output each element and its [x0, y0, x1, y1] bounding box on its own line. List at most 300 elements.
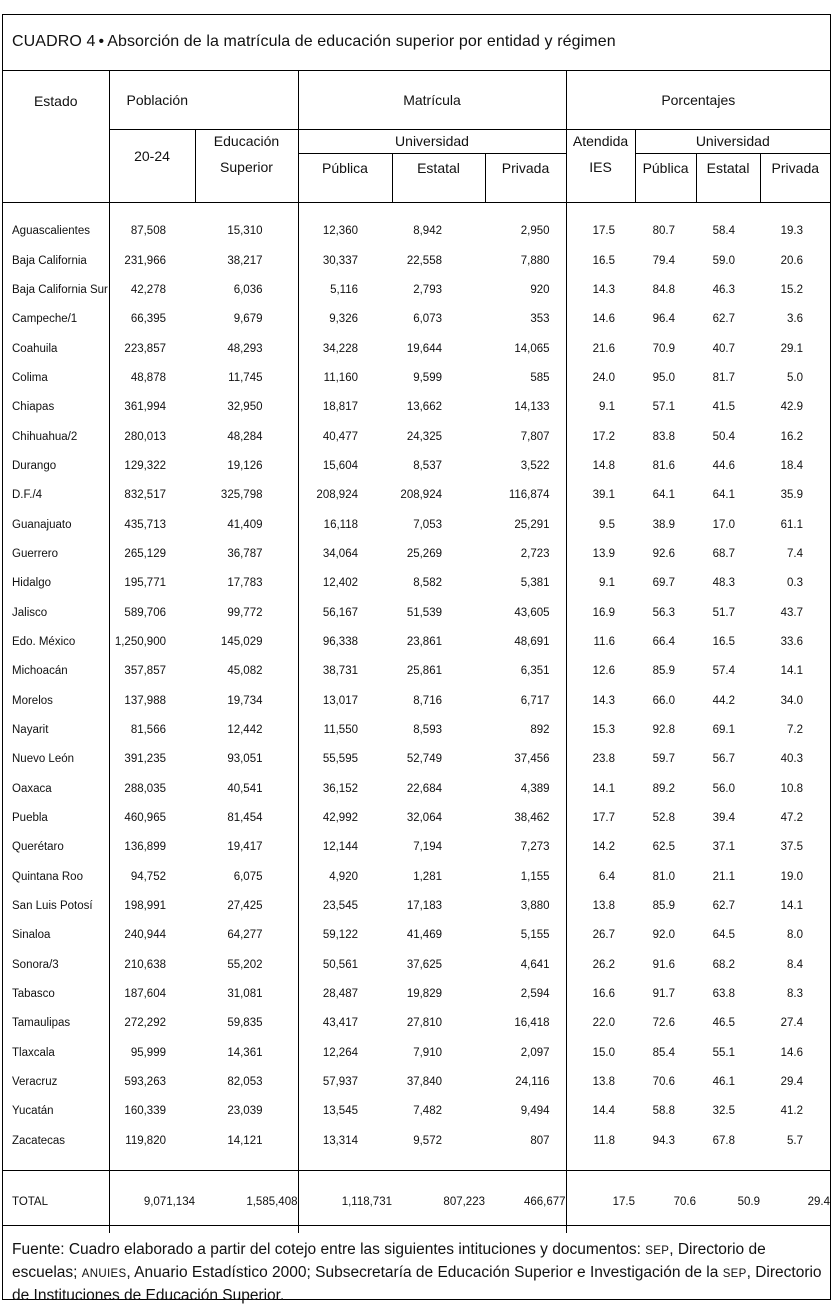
header-ies: IES	[566, 153, 635, 202]
table-row	[3, 598, 830, 627]
header-universidad-matricula: Universidad	[298, 129, 566, 153]
cell-educacion-superior: 48,293	[227, 342, 263, 355]
spacer-row	[3, 202, 830, 217]
cell-educacion-superior: 9,679	[233, 313, 263, 326]
table-row	[3, 510, 830, 539]
cell-pct-estatal: 59.0	[712, 254, 736, 267]
cell-matricula-privada: 7,273	[520, 841, 550, 854]
data-table	[3, 71, 830, 1233]
cell-pct-privada: 14.1	[780, 900, 804, 913]
cell-pct-estatal: 46.1	[712, 1076, 736, 1089]
cell-poblacion-20-24: 1,250,900	[109, 627, 195, 656]
cell-matricula-estatal: 22,558	[406, 254, 442, 267]
cell-educacion-superior: 82,053	[227, 1076, 263, 1089]
cell-educacion-superior: 45,082	[227, 665, 263, 678]
cell-educacion-superior: 6,075	[233, 870, 263, 883]
cell-pct-estatal: 39.4	[712, 812, 736, 825]
spacer-cell	[195, 1156, 298, 1171]
cell-matricula-publica: 11,160	[298, 363, 392, 392]
header-educacion-line1: Educación	[195, 129, 298, 153]
cell-pct-publica: 38.9	[652, 518, 676, 531]
cell-pct-privada: 8.4	[787, 958, 804, 971]
cell-matricula-publica: 4,920	[298, 862, 392, 891]
cell-matricula-publica: 18,817	[298, 393, 392, 422]
cell-educacion-superior: 19,734	[227, 694, 263, 707]
cell-matricula-estatal: 37,625	[406, 958, 442, 971]
cell-matricula-publica: 96,338	[298, 627, 392, 656]
cell-matricula-estatal: 51,539	[406, 606, 442, 619]
cell-atendida-ies: 9.1	[566, 569, 635, 598]
cell-matricula-publica: 57,937	[298, 1067, 392, 1096]
cell-atendida-ies: 17.2	[566, 422, 635, 451]
cell-pct-estatal: 68.2	[712, 958, 736, 971]
cell-matricula-privada: 24,116	[515, 1076, 550, 1089]
table-row	[3, 657, 830, 686]
table-row	[3, 833, 830, 862]
cell-estado: Sinaloa	[12, 929, 51, 942]
table-row	[3, 627, 830, 656]
table-row	[3, 862, 830, 891]
header-atendida: Atendida	[566, 129, 635, 153]
cell-matricula-estatal: 17,183	[406, 900, 442, 913]
total-pct-privada: 29.4	[760, 1170, 830, 1233]
cell-poblacion-20-24: 42,278	[109, 275, 195, 304]
table-row	[3, 539, 830, 568]
cell-matricula-privada: 4,641	[520, 958, 550, 971]
cell-poblacion-20-24: 66,395	[109, 305, 195, 334]
spacer-cell	[635, 1156, 696, 1171]
cell-pct-estatal: 37.1	[712, 841, 736, 854]
cell-estado: Jalisco	[12, 606, 48, 619]
cell-pct-privada: 37.5	[780, 841, 804, 854]
cell-educacion-superior: 38,217	[227, 254, 263, 267]
cell-matricula-estatal: 37,840	[406, 1076, 442, 1089]
cell-estado: Quintana Roo	[12, 870, 83, 883]
cell-atendida-ies: 11.8	[566, 1126, 635, 1155]
table-frame	[2, 14, 831, 1304]
cell-pct-publica: 85.9	[652, 665, 676, 678]
cell-matricula-publica: 12,144	[298, 833, 392, 862]
cell-estado: D.F./4	[12, 489, 43, 502]
cell-pct-estatal: 46.5	[712, 1017, 736, 1030]
cell-pct-estatal: 16.5	[712, 635, 736, 648]
cell-educacion-superior: 14,121	[227, 1134, 263, 1147]
cell-pct-privada: 29.1	[780, 342, 804, 355]
cell-matricula-privada: 3,522	[520, 459, 550, 472]
cell-matricula-estatal: 23,861	[406, 635, 442, 648]
footnote-prefix: Fuente: Cuadro elaborado a partir del cotejo entre las siguientes intituciones y documentos:	[12, 1241, 641, 1258]
spacer-cell	[635, 202, 696, 217]
cell-pct-privada: 41.2	[780, 1105, 804, 1118]
cell-atendida-ies: 6.4	[566, 862, 635, 891]
cell-poblacion-20-24: 223,857	[109, 334, 195, 363]
cell-pct-publica: 56.3	[652, 606, 676, 619]
cell-estado: Hidalgo	[12, 577, 51, 590]
cell-poblacion-20-24: 87,508	[109, 217, 195, 246]
table-row	[3, 275, 830, 304]
cell-educacion-superior: 81,454	[227, 812, 263, 825]
cell-matricula-privada: 38,462	[514, 812, 550, 825]
table-row	[3, 1009, 830, 1038]
cell-matricula-privada: 1,155	[520, 870, 550, 883]
spacer-cell	[760, 1156, 830, 1171]
cell-atendida-ies: 13.8	[566, 1067, 635, 1096]
cell-pct-estatal: 57.4	[712, 665, 736, 678]
cell-pct-publica: 89.2	[652, 782, 676, 795]
spacer-cell	[3, 1156, 109, 1171]
cell-matricula-privada: 3,880	[520, 900, 550, 913]
cell-matricula-estatal: 13,662	[406, 401, 442, 414]
cell-estado: Querétaro	[12, 841, 64, 854]
cell-pct-privada: 19.0	[780, 870, 804, 883]
spacer-cell	[392, 1156, 485, 1171]
cell-matricula-publica: 208,924	[298, 481, 392, 510]
cell-matricula-privada: 807	[530, 1134, 550, 1147]
cell-poblacion-20-24: 210,638	[109, 950, 195, 979]
cell-pct-privada: 5.7	[787, 1134, 804, 1147]
table-row	[3, 921, 830, 950]
cell-poblacion-20-24: 832,517	[109, 481, 195, 510]
footnote-sep-2: SEP	[722, 1268, 747, 1280]
cell-pct-estatal: 69.1	[712, 724, 736, 737]
cell-pct-estatal: 67.8	[712, 1134, 736, 1147]
total-pct-publica: 70.6	[635, 1170, 696, 1233]
table-row	[3, 246, 830, 275]
cell-educacion-superior: 31,081	[227, 988, 263, 1001]
cell-educacion-superior: 19,126	[227, 459, 263, 472]
cell-estado: Baja California Sur	[12, 283, 108, 296]
cell-educacion-superior: 15,310	[227, 225, 263, 238]
header-educacion-line2: Superior	[195, 153, 298, 202]
cell-matricula-estatal: 8,593	[413, 724, 442, 737]
header-estatal-porcentajes: Estatal	[696, 153, 760, 202]
total-pct-estatal: 50.9	[696, 1170, 760, 1233]
cell-matricula-publica: 9,326	[298, 305, 392, 334]
cell-pct-publica: 52.8	[652, 812, 676, 825]
table-total	[3, 1170, 830, 1233]
cell-estado: Michoacán	[12, 665, 68, 678]
cell-pct-estatal: 63.8	[712, 988, 736, 1001]
cell-atendida-ies: 14.1	[566, 774, 635, 803]
table-row	[3, 305, 830, 334]
cell-matricula-estatal: 7,910	[413, 1046, 442, 1059]
cell-poblacion-20-24: 240,944	[109, 921, 195, 950]
cell-pct-privada: 15.2	[780, 283, 804, 296]
cell-educacion-superior: 6,036	[233, 283, 263, 296]
cell-matricula-publica: 50,561	[298, 950, 392, 979]
footnote-anuies: ANUIES	[81, 1268, 127, 1280]
cell-estado: Guanajuato	[12, 518, 72, 531]
cell-educacion-superior: 17,783	[227, 577, 263, 590]
cell-atendida-ies: 14.3	[566, 686, 635, 715]
cell-pct-estatal: 44.2	[712, 694, 736, 707]
cell-matricula-publica: 15,604	[298, 451, 392, 480]
cell-estado: Baja California	[12, 254, 87, 267]
cell-poblacion-20-24: 593,263	[109, 1067, 195, 1096]
cell-pct-publica: 62.5	[652, 841, 676, 854]
cell-pct-publica: 91.6	[652, 958, 676, 971]
table-row	[3, 481, 830, 510]
cell-pct-privada: 18.4	[780, 459, 804, 472]
footnote-part-3: , Anuario Estadístico 2000; Subsecretaría de Educación Superior e Investigación de la	[126, 1264, 719, 1281]
cell-matricula-privada: 2,594	[520, 988, 550, 1001]
spacer-cell	[298, 202, 392, 217]
cell-poblacion-20-24: 137,988	[109, 686, 195, 715]
cell-poblacion-20-24: 81,566	[109, 715, 195, 744]
cell-matricula-privada: 9,494	[520, 1105, 550, 1118]
cell-atendida-ies: 21.6	[566, 334, 635, 363]
cell-pct-estatal: 46.3	[712, 283, 736, 296]
cell-educacion-superior: 93,051	[227, 753, 263, 766]
cell-estado: Zacatecas	[12, 1134, 66, 1147]
cell-pct-privada: 40.3	[780, 753, 804, 766]
cell-pct-publica: 92.8	[652, 724, 676, 737]
cell-pct-estatal: 48.3	[712, 577, 736, 590]
cell-estado: Sonora/3	[12, 958, 59, 971]
cell-atendida-ies: 9.5	[566, 510, 635, 539]
title-bullet: •	[98, 33, 105, 50]
cell-educacion-superior: 48,284	[227, 430, 263, 443]
cell-atendida-ies: 26.2	[566, 950, 635, 979]
cell-matricula-estatal: 7,194	[413, 841, 442, 854]
cell-matricula-publica: 59,122	[298, 921, 392, 950]
cell-pct-estatal: 64.5	[712, 929, 736, 942]
header-porcentajes: Porcentajes	[566, 71, 830, 129]
cell-poblacion-20-24: 198,991	[109, 891, 195, 920]
cell-matricula-publica: 28,487	[298, 979, 392, 1008]
table-row	[3, 334, 830, 363]
cell-matricula-privada: 920	[530, 283, 550, 296]
total-educacion-superior: 1,585,408	[195, 1170, 298, 1233]
total-matricula-privada: 466,677	[485, 1170, 566, 1233]
cell-matricula-estatal: 208,924	[400, 489, 442, 502]
table-row	[3, 451, 830, 480]
cell-poblacion-20-24: 231,966	[109, 246, 195, 275]
cell-estado: Morelos	[12, 694, 53, 707]
cell-pct-estatal: 68.7	[712, 547, 736, 560]
cell-matricula-estatal: 6,073	[413, 313, 442, 326]
cell-matricula-estatal: 32,064	[406, 812, 442, 825]
cell-pct-privada: 10.8	[780, 782, 804, 795]
cell-estado: Aguascalientes	[12, 225, 90, 238]
cell-pct-estatal: 50.4	[712, 430, 736, 443]
cell-atendida-ies: 13.8	[566, 891, 635, 920]
cell-educacion-superior: 145,029	[220, 635, 263, 648]
cell-matricula-publica: 38,731	[298, 657, 392, 686]
cell-pct-privada: 20.6	[780, 254, 804, 267]
cell-pct-publica: 59.7	[652, 753, 676, 766]
cell-poblacion-20-24: 136,899	[109, 833, 195, 862]
cell-matricula-estatal: 8,582	[413, 577, 442, 590]
cell-pct-estatal: 56.0	[712, 782, 736, 795]
cell-matricula-privada: 116,874	[508, 489, 550, 502]
cell-pct-privada: 16.2	[780, 430, 804, 443]
cell-poblacion-20-24: 288,035	[109, 774, 195, 803]
cell-pct-privada: 35.9	[780, 489, 804, 502]
cell-matricula-publica: 42,992	[298, 803, 392, 832]
cell-atendida-ies: 15.3	[566, 715, 635, 744]
cell-estado: Yucatán	[12, 1105, 54, 1118]
cell-matricula-estatal: 27,810	[406, 1017, 442, 1030]
cell-poblacion-20-24: 195,771	[109, 569, 195, 598]
cell-poblacion-20-24: 95,999	[109, 1038, 195, 1067]
cell-matricula-privada: 7,807	[520, 430, 550, 443]
cell-pct-estatal: 58.4	[712, 225, 736, 238]
cell-pct-publica: 83.8	[652, 430, 676, 443]
cell-matricula-publica: 13,545	[298, 1097, 392, 1126]
cell-matricula-estatal: 24,325	[406, 430, 442, 443]
cell-poblacion-20-24: 94,752	[109, 862, 195, 891]
cell-pct-publica: 66.0	[652, 694, 676, 707]
spacer-cell	[485, 1156, 566, 1171]
cell-educacion-superior: 55,202	[227, 958, 263, 971]
cell-poblacion-20-24: 357,857	[109, 657, 195, 686]
cell-pct-estatal: 17.0	[712, 518, 736, 531]
cell-matricula-publica: 40,477	[298, 422, 392, 451]
cell-pct-privada: 34.0	[780, 694, 804, 707]
cell-poblacion-20-24: 361,994	[109, 393, 195, 422]
cell-pct-publica: 64.1	[652, 489, 676, 502]
cell-atendida-ies: 16.9	[566, 598, 635, 627]
cell-estado: Chiapas	[12, 401, 55, 414]
table-row	[3, 979, 830, 1008]
footnote-part-4: , Directorio de Instituciones de Educación Superior.	[12, 1264, 822, 1304]
cell-pct-publica: 92.6	[652, 547, 676, 560]
table-header	[3, 71, 830, 202]
cell-estado: Puebla	[12, 812, 48, 825]
footnote-part-2: , Directorio de escuelas;	[12, 1241, 766, 1281]
cell-educacion-superior: 36,787	[227, 547, 263, 560]
cell-matricula-privada: 14,133	[514, 401, 550, 414]
header-poblacion: Población	[109, 71, 298, 129]
cell-matricula-privada: 4,389	[520, 782, 550, 795]
cell-pct-privada: 14.6	[780, 1046, 804, 1059]
cell-matricula-estatal: 19,829	[406, 988, 442, 1001]
cell-matricula-publica: 5,116	[298, 275, 392, 304]
cell-estado: Chihuahua/2	[12, 430, 78, 443]
cell-atendida-ies: 14.6	[566, 305, 635, 334]
cell-pct-publica: 70.9	[652, 342, 676, 355]
cell-matricula-estatal: 25,269	[406, 547, 442, 560]
header-matricula: Matrícula	[298, 71, 566, 129]
cell-atendida-ies: 17.7	[566, 803, 635, 832]
spacer-cell	[485, 202, 566, 217]
cell-estado: Tabasco	[12, 988, 55, 1001]
cell-poblacion-20-24: 48,878	[109, 363, 195, 392]
cell-atendida-ies: 9.1	[566, 393, 635, 422]
table-row	[3, 217, 830, 246]
cell-matricula-publica: 36,152	[298, 774, 392, 803]
cell-educacion-superior: 32,950	[227, 401, 263, 414]
cell-educacion-superior: 27,425	[227, 900, 263, 913]
cell-pct-publica: 85.9	[652, 900, 676, 913]
cell-educacion-superior: 325,798	[220, 489, 263, 502]
cell-matricula-estatal: 9,572	[413, 1134, 442, 1147]
cell-matricula-privada: 2,723	[520, 547, 550, 560]
cell-matricula-estatal: 8,942	[413, 225, 442, 238]
cell-pct-privada: 19.3	[780, 225, 804, 238]
cell-pct-estatal: 32.5	[712, 1105, 736, 1118]
cell-pct-publica: 81.0	[652, 870, 676, 883]
cell-matricula-privada: 2,950	[520, 225, 550, 238]
cell-estado: Colima	[12, 371, 48, 384]
cell-pct-publica: 70.6	[652, 1076, 676, 1089]
cell-matricula-estatal: 9,599	[413, 371, 442, 384]
spacer-cell	[392, 202, 485, 217]
cell-matricula-publica: 34,228	[298, 334, 392, 363]
cell-educacion-superior: 59,835	[227, 1017, 263, 1030]
header-privada-porcentajes: Privada	[760, 153, 830, 202]
cell-educacion-superior: 40,541	[227, 782, 263, 795]
cell-matricula-estatal: 41,469	[406, 929, 442, 942]
total-matricula-publica: 1,118,731	[298, 1170, 392, 1233]
cell-estado: Coahuila	[12, 342, 58, 355]
cell-estado: Edo. México	[12, 635, 76, 648]
cell-matricula-privada: 14,065	[514, 342, 550, 355]
table-row	[3, 363, 830, 392]
table-row	[3, 774, 830, 803]
cell-pct-privada: 8.0	[787, 929, 804, 942]
cell-educacion-superior: 11,745	[228, 371, 263, 384]
cell-pct-privada: 47.2	[780, 812, 804, 825]
cell-pct-estatal: 62.7	[712, 313, 736, 326]
cell-poblacion-20-24: 187,604	[109, 979, 195, 1008]
cell-pct-estatal: 55.1	[712, 1046, 736, 1059]
cell-pct-publica: 94.3	[652, 1134, 676, 1147]
cell-pct-privada: 43.7	[780, 606, 804, 619]
spacer-cell	[195, 202, 298, 217]
cell-matricula-publica: 56,167	[298, 598, 392, 627]
cell-matricula-privada: 2,097	[520, 1046, 550, 1059]
cell-pct-publica: 69.7	[652, 577, 676, 590]
table-row	[3, 1038, 830, 1067]
cell-matricula-privada: 7,880	[520, 254, 550, 267]
spacer-cell	[109, 202, 195, 217]
header-publica-matricula: Pública	[298, 153, 392, 202]
cell-poblacion-20-24: 119,820	[109, 1126, 195, 1155]
table-row	[3, 891, 830, 920]
cell-poblacion-20-24: 129,322	[109, 451, 195, 480]
table-body	[3, 202, 830, 1170]
spacer-cell	[566, 202, 635, 217]
table-row	[3, 393, 830, 422]
table-row	[3, 950, 830, 979]
cell-poblacion-20-24: 272,292	[109, 1009, 195, 1038]
header-estado: Estado	[3, 71, 109, 202]
cell-estado: Nayarit	[12, 724, 49, 737]
cell-atendida-ies: 15.0	[566, 1038, 635, 1067]
title-label: CUADRO 4	[12, 33, 96, 50]
cell-poblacion-20-24: 160,339	[109, 1097, 195, 1126]
cell-pct-privada: 33.6	[780, 635, 804, 648]
table-row	[3, 1067, 830, 1096]
table-row	[3, 1126, 830, 1155]
cell-educacion-superior: 19,417	[227, 841, 263, 854]
cell-pct-privada: 27.4	[780, 1017, 804, 1030]
cell-poblacion-20-24: 460,965	[109, 803, 195, 832]
cell-educacion-superior: 12,442	[227, 724, 263, 737]
total-matricula-estatal: 807,223	[392, 1170, 485, 1233]
spacer-cell	[109, 1156, 195, 1171]
title-text: Absorción de la matrícula de educación superior por entidad y régimen	[107, 33, 616, 50]
total-row	[3, 1170, 830, 1233]
cell-matricula-privada: 25,291	[514, 518, 550, 531]
cell-atendida-ies: 17.5	[566, 217, 635, 246]
cell-matricula-privada: 5,381	[520, 577, 550, 590]
spacer-cell	[696, 202, 760, 217]
cell-matricula-estatal: 2,793	[413, 283, 442, 296]
cell-estado: Nuevo León	[12, 753, 75, 766]
